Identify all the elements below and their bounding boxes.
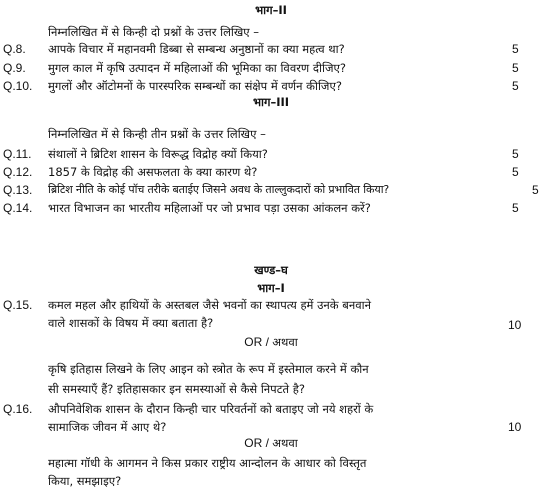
part3-heading: भाग–III xyxy=(252,95,290,109)
question-text-line1: कृषि इतिहास लिखने के लिए आइन को स्त्रोत के रूप में इस्तेमाल करने में कौन xyxy=(48,362,369,376)
or-label-en: OR xyxy=(244,335,263,349)
question-number: Q.15. xyxy=(3,298,33,312)
question-text: आपके विचार में महानवमी डिब्बा से सम्बन्ध अनुष्ठानों का क्या महत्व था? xyxy=(48,42,345,56)
question-marks: 5 xyxy=(512,147,519,161)
or-label-hi: अथवा xyxy=(272,436,298,450)
question-text-line2: सी समस्याएँ हैं? इतिहासकार इन समस्याओं से कैसे निपटते है? xyxy=(48,382,305,396)
question-number: Q.12. xyxy=(3,165,33,179)
question-number: Q.9. xyxy=(3,61,26,75)
question-number: Q.14. xyxy=(3,201,33,215)
question-text: मुगलों और ऑटोमनों के पारस्परिक सम्बन्धों का संक्षेप में वर्णन कीजिए? xyxy=(48,79,342,93)
question-number: Q.16. xyxy=(3,402,33,416)
question-text: संथालों ने ब्रिटिश शासन के विरूद्ध विद्रोह क्यों किया? xyxy=(48,147,268,161)
question-marks: 10 xyxy=(508,420,522,434)
question-text-line1: कमल महल और हाथियों के अस्तबल जैसे भवनों का स्थापत्य हमें उनके बनवाने xyxy=(48,298,371,312)
question-text-line1: महात्मा गॉधी के आगमन ने किस प्रकार राष्ट्रीय आन्दोलन के आधार को विस्तृत xyxy=(48,456,367,470)
question-text-line2: किया, समझाइए? xyxy=(48,474,122,488)
question-marks: 5 xyxy=(532,183,539,197)
part2-heading: भाग–II xyxy=(255,3,287,17)
question-marks: 10 xyxy=(508,318,522,332)
or-separator: OR / अथवा xyxy=(244,436,298,450)
question-marks: 5 xyxy=(512,42,519,56)
question-marks: 5 xyxy=(512,201,519,215)
question-text: मुगल काल में कृषि उत्पादन में महिलाओं की भूमिका का विवरण दीजिए? xyxy=(48,61,346,75)
question-text: भारत विभाजन का भारतीय महिलाओं पर जो प्रभाव पड़ा उसका आंकलन करें? xyxy=(48,201,371,215)
question-marks: 5 xyxy=(512,79,519,93)
question-number: Q.13. xyxy=(3,183,33,197)
question-text: 1857 के विद्रोह की असफलता के क्या कारण थे? xyxy=(48,165,258,179)
section-d-part1-heading: भाग–I xyxy=(257,281,285,295)
part3-instruction: निम्नलिखित में से किन्ही तीन प्रश्नों के उत्तर लिखिए – xyxy=(48,127,266,141)
question-text: ब्रिटिश नीति के कोई पॉच तरीके बताईए जिसने अवध के ताल्लुकदारों को प्रभावित किया? xyxy=(48,183,390,196)
or-label-hi: अथवा xyxy=(272,335,298,349)
question-number: Q.8. xyxy=(3,42,26,56)
question-number: Q.10. xyxy=(3,79,33,93)
question-text-line2: सामाजिक जीवन में आए थे? xyxy=(48,420,167,434)
or-separator: OR / अथवा xyxy=(244,335,298,349)
or-label-en: OR xyxy=(244,436,263,450)
question-marks: 5 xyxy=(512,165,519,179)
question-number: Q.11. xyxy=(3,147,32,161)
question-text-line1: औपनिवेशिक शासन के दौरान किन्ही चार परिवर्तनों को बताइए जो नये शहरों के xyxy=(48,402,374,416)
question-text-line2: वाले शासकों के विषय में क्या बताता है? xyxy=(48,316,214,330)
section-d-heading: खण्ड–घ xyxy=(254,263,288,277)
question-marks: 5 xyxy=(512,61,519,75)
part2-instruction: निम्नलिखित में से किन्ही दो प्रश्नों के उत्तर लिखिए – xyxy=(48,25,260,39)
